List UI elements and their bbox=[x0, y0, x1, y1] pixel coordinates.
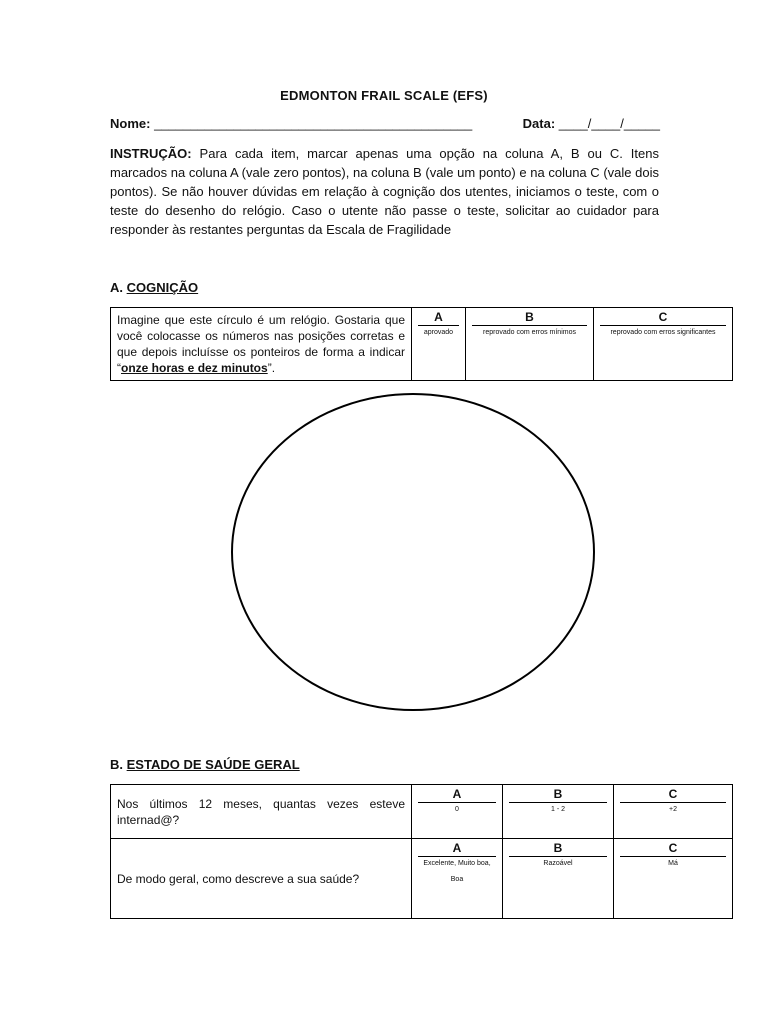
date-field[interactable] bbox=[523, 116, 660, 131]
q2-option-a-letter: A bbox=[418, 841, 496, 857]
option-a-letter: A bbox=[418, 310, 459, 326]
section-a-heading bbox=[110, 280, 198, 295]
q2-option-b-letter: B bbox=[509, 841, 607, 857]
q1-option-b-letter: B bbox=[509, 787, 607, 803]
table-row bbox=[111, 839, 733, 919]
document-title: EDMONTON FRAIL SCALE (EFS) bbox=[280, 88, 488, 103]
cognition-table bbox=[110, 307, 733, 381]
q1-option-c-cell[interactable] bbox=[614, 785, 733, 839]
q2-option-b-cell[interactable] bbox=[503, 839, 614, 919]
q2-option-c-cell[interactable] bbox=[614, 839, 733, 919]
instruction-paragraph bbox=[110, 144, 659, 239]
clock-question-part2: ”. bbox=[267, 361, 276, 375]
health-question: De modo geral, como descreve a sua saúde? bbox=[111, 839, 412, 919]
instruction-label: INSTRUÇÃO: bbox=[110, 146, 192, 161]
q2-option-c-letter: C bbox=[620, 841, 726, 857]
hospitalization-question: Nos últimos 12 meses, quantas vezes esteve internad@? bbox=[111, 785, 412, 839]
date-blank: ____/____/_____ bbox=[558, 116, 660, 131]
clock-question bbox=[111, 308, 412, 381]
section-b-heading bbox=[110, 757, 300, 772]
q1-option-b-desc: 1 - 2 bbox=[550, 806, 565, 813]
table-row bbox=[111, 785, 733, 839]
q1-option-a-cell[interactable] bbox=[412, 785, 503, 839]
section-b-prefix: B. bbox=[110, 757, 123, 772]
option-b-cell[interactable] bbox=[466, 308, 594, 381]
q2-option-b-desc: Razoável bbox=[543, 860, 573, 867]
option-c-cell[interactable] bbox=[594, 308, 733, 381]
q2-option-c-desc: Má bbox=[668, 860, 678, 867]
clock-drawing-circle[interactable] bbox=[231, 393, 595, 711]
clock-question-part1: Imagine que este círculo é um relógio. Gostaria que você colocasse os números nas posições corretas e que depois incluísse os ponteiros de forma a indicar “ bbox=[117, 313, 405, 375]
name-blank: ____________________________________________ bbox=[154, 116, 473, 131]
option-a-cell[interactable] bbox=[412, 308, 466, 381]
option-b-letter: B bbox=[472, 310, 587, 326]
q2-option-a-desc2: Boa bbox=[450, 876, 464, 883]
section-a-prefix: A. bbox=[110, 280, 123, 295]
q2-option-a-cell[interactable] bbox=[412, 839, 503, 919]
name-field[interactable] bbox=[110, 116, 472, 131]
option-a-desc: aprovado bbox=[423, 329, 454, 336]
section-b-title: ESTADO DE SAÚDE GERAL bbox=[126, 757, 300, 772]
q1-option-c-letter: C bbox=[620, 787, 726, 803]
date-label: Data: bbox=[522, 116, 556, 131]
option-c-desc: reprovado com erros significantes bbox=[610, 329, 716, 336]
q1-option-b-cell[interactable] bbox=[503, 785, 614, 839]
name-label: Nome: bbox=[110, 116, 151, 131]
health-table bbox=[110, 784, 733, 919]
option-b-desc: reprovado com erros mínimos bbox=[483, 329, 576, 336]
option-c-letter: C bbox=[600, 310, 726, 326]
table-row bbox=[111, 308, 733, 381]
section-a-title: COGNIÇÃO bbox=[126, 280, 199, 295]
q1-option-a-desc: 0 bbox=[455, 806, 459, 813]
q1-option-c-desc: +2 bbox=[669, 806, 677, 813]
instruction-text: Para cada item, marcar apenas uma opção na coluna A, B ou C. Itens marcados na coluna A (vale zero pontos), na coluna B (vale um ponto) e na coluna C (vale dois pontos). Se não houver dúvidas em relação à cognição dos utentes, iniciamos o teste, com o teste do desenho do relógio. Caso o utente não passe o teste, solicitar ao cuidador para responder às restantes perguntas da Escala de Fragilidade bbox=[110, 146, 659, 237]
q1-option-a-letter: A bbox=[418, 787, 496, 803]
q2-option-a-desc: Excelente, Muito boa, bbox=[423, 860, 491, 867]
clock-question-emphasis: onze horas e dez minutos bbox=[121, 361, 268, 375]
